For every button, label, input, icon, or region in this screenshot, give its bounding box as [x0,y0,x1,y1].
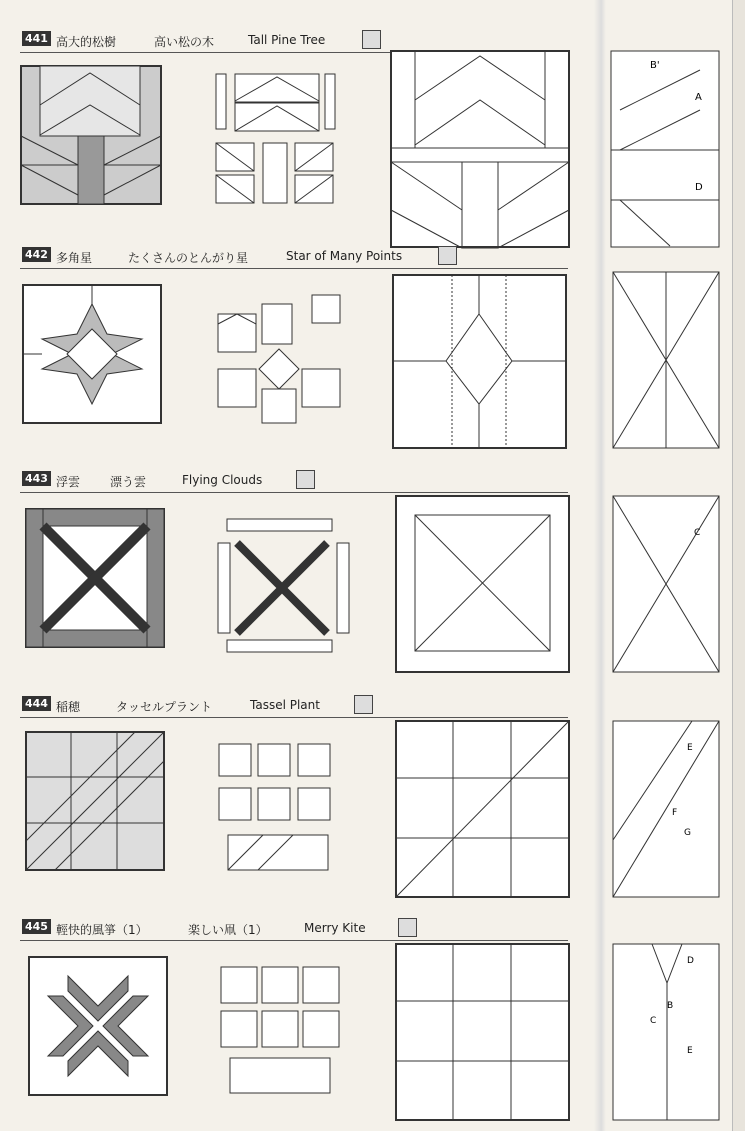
label-d: D [695,182,703,193]
block-header [20,918,568,941]
block-japanese-name: 漂う雲 [110,475,147,489]
block-english-name: Merry Kite [304,921,366,935]
block-japanese-name: たくさんのとんがり星 [128,251,249,265]
pattern-block-441 [0,30,745,245]
block-english-name: Tassel Plant [250,698,320,712]
block-pieces [220,966,340,1096]
kite-icon [398,918,417,937]
block-number: 444 [22,696,51,711]
tree-icon [354,695,373,714]
block-chinese-name: 浮雲 [56,475,81,489]
block-chinese-name: 高大的松樹 [56,35,117,49]
pattern-block-444 [0,695,745,910]
block-english-name: Flying Clouds [182,473,263,487]
block-japanese-name: 高い松の木 [154,35,215,49]
tree-icon [362,30,381,49]
block-detail-template [612,495,720,675]
block-header [20,246,568,269]
block-preview [25,731,165,871]
block-chinese-name: 輕快的風箏（1） [56,923,148,937]
label-f: F [672,808,678,818]
label-d: D [687,956,694,966]
label-c: C [650,1016,657,1026]
pattern-block-442 [0,246,745,461]
block-header [20,470,568,493]
block-cutting-template [395,495,570,675]
block-cutting-template [390,50,570,250]
block-cutting-template [395,720,570,900]
block-cutting-template [395,943,570,1123]
block-preview [28,956,168,1096]
block-chinese-name: 稲穂 [56,700,81,714]
label-a: A [695,92,702,103]
block-number: 441 [22,31,51,46]
block-detail-template [612,720,720,900]
cloud-icon [296,470,315,489]
block-detail-template [610,50,720,250]
block-number: 445 [22,919,51,934]
block-japanese-name: 楽しい凧（1） [188,923,268,937]
block-number: 442 [22,247,51,262]
label-e: E [687,1046,693,1056]
block-english-name: Star of Many Points [286,249,403,263]
label-g: G [684,828,691,838]
label-b: B' [650,60,660,71]
block-japanese-name: タッセルプラント [116,700,213,714]
block-number: 443 [22,471,51,486]
block-pieces [217,518,352,653]
block-pieces [218,743,333,873]
block-detail-template [612,943,720,1123]
label-e: E [687,743,693,753]
block-chinese-name: 多角星 [56,251,93,265]
block-preview [22,284,162,424]
block-pieces [215,73,340,208]
block-preview [20,65,162,205]
label-c: C [694,528,701,538]
star-icon [438,246,457,265]
block-pieces [217,294,342,424]
block-english-name: Tall Pine Tree [248,33,326,47]
block-cutting-template [392,274,567,449]
label-b: B [667,1001,674,1011]
pattern-block-445 [0,918,745,1131]
block-detail-template [612,271,720,451]
pattern-block-443 [0,470,745,685]
block-preview [25,508,165,648]
block-header [20,695,568,718]
